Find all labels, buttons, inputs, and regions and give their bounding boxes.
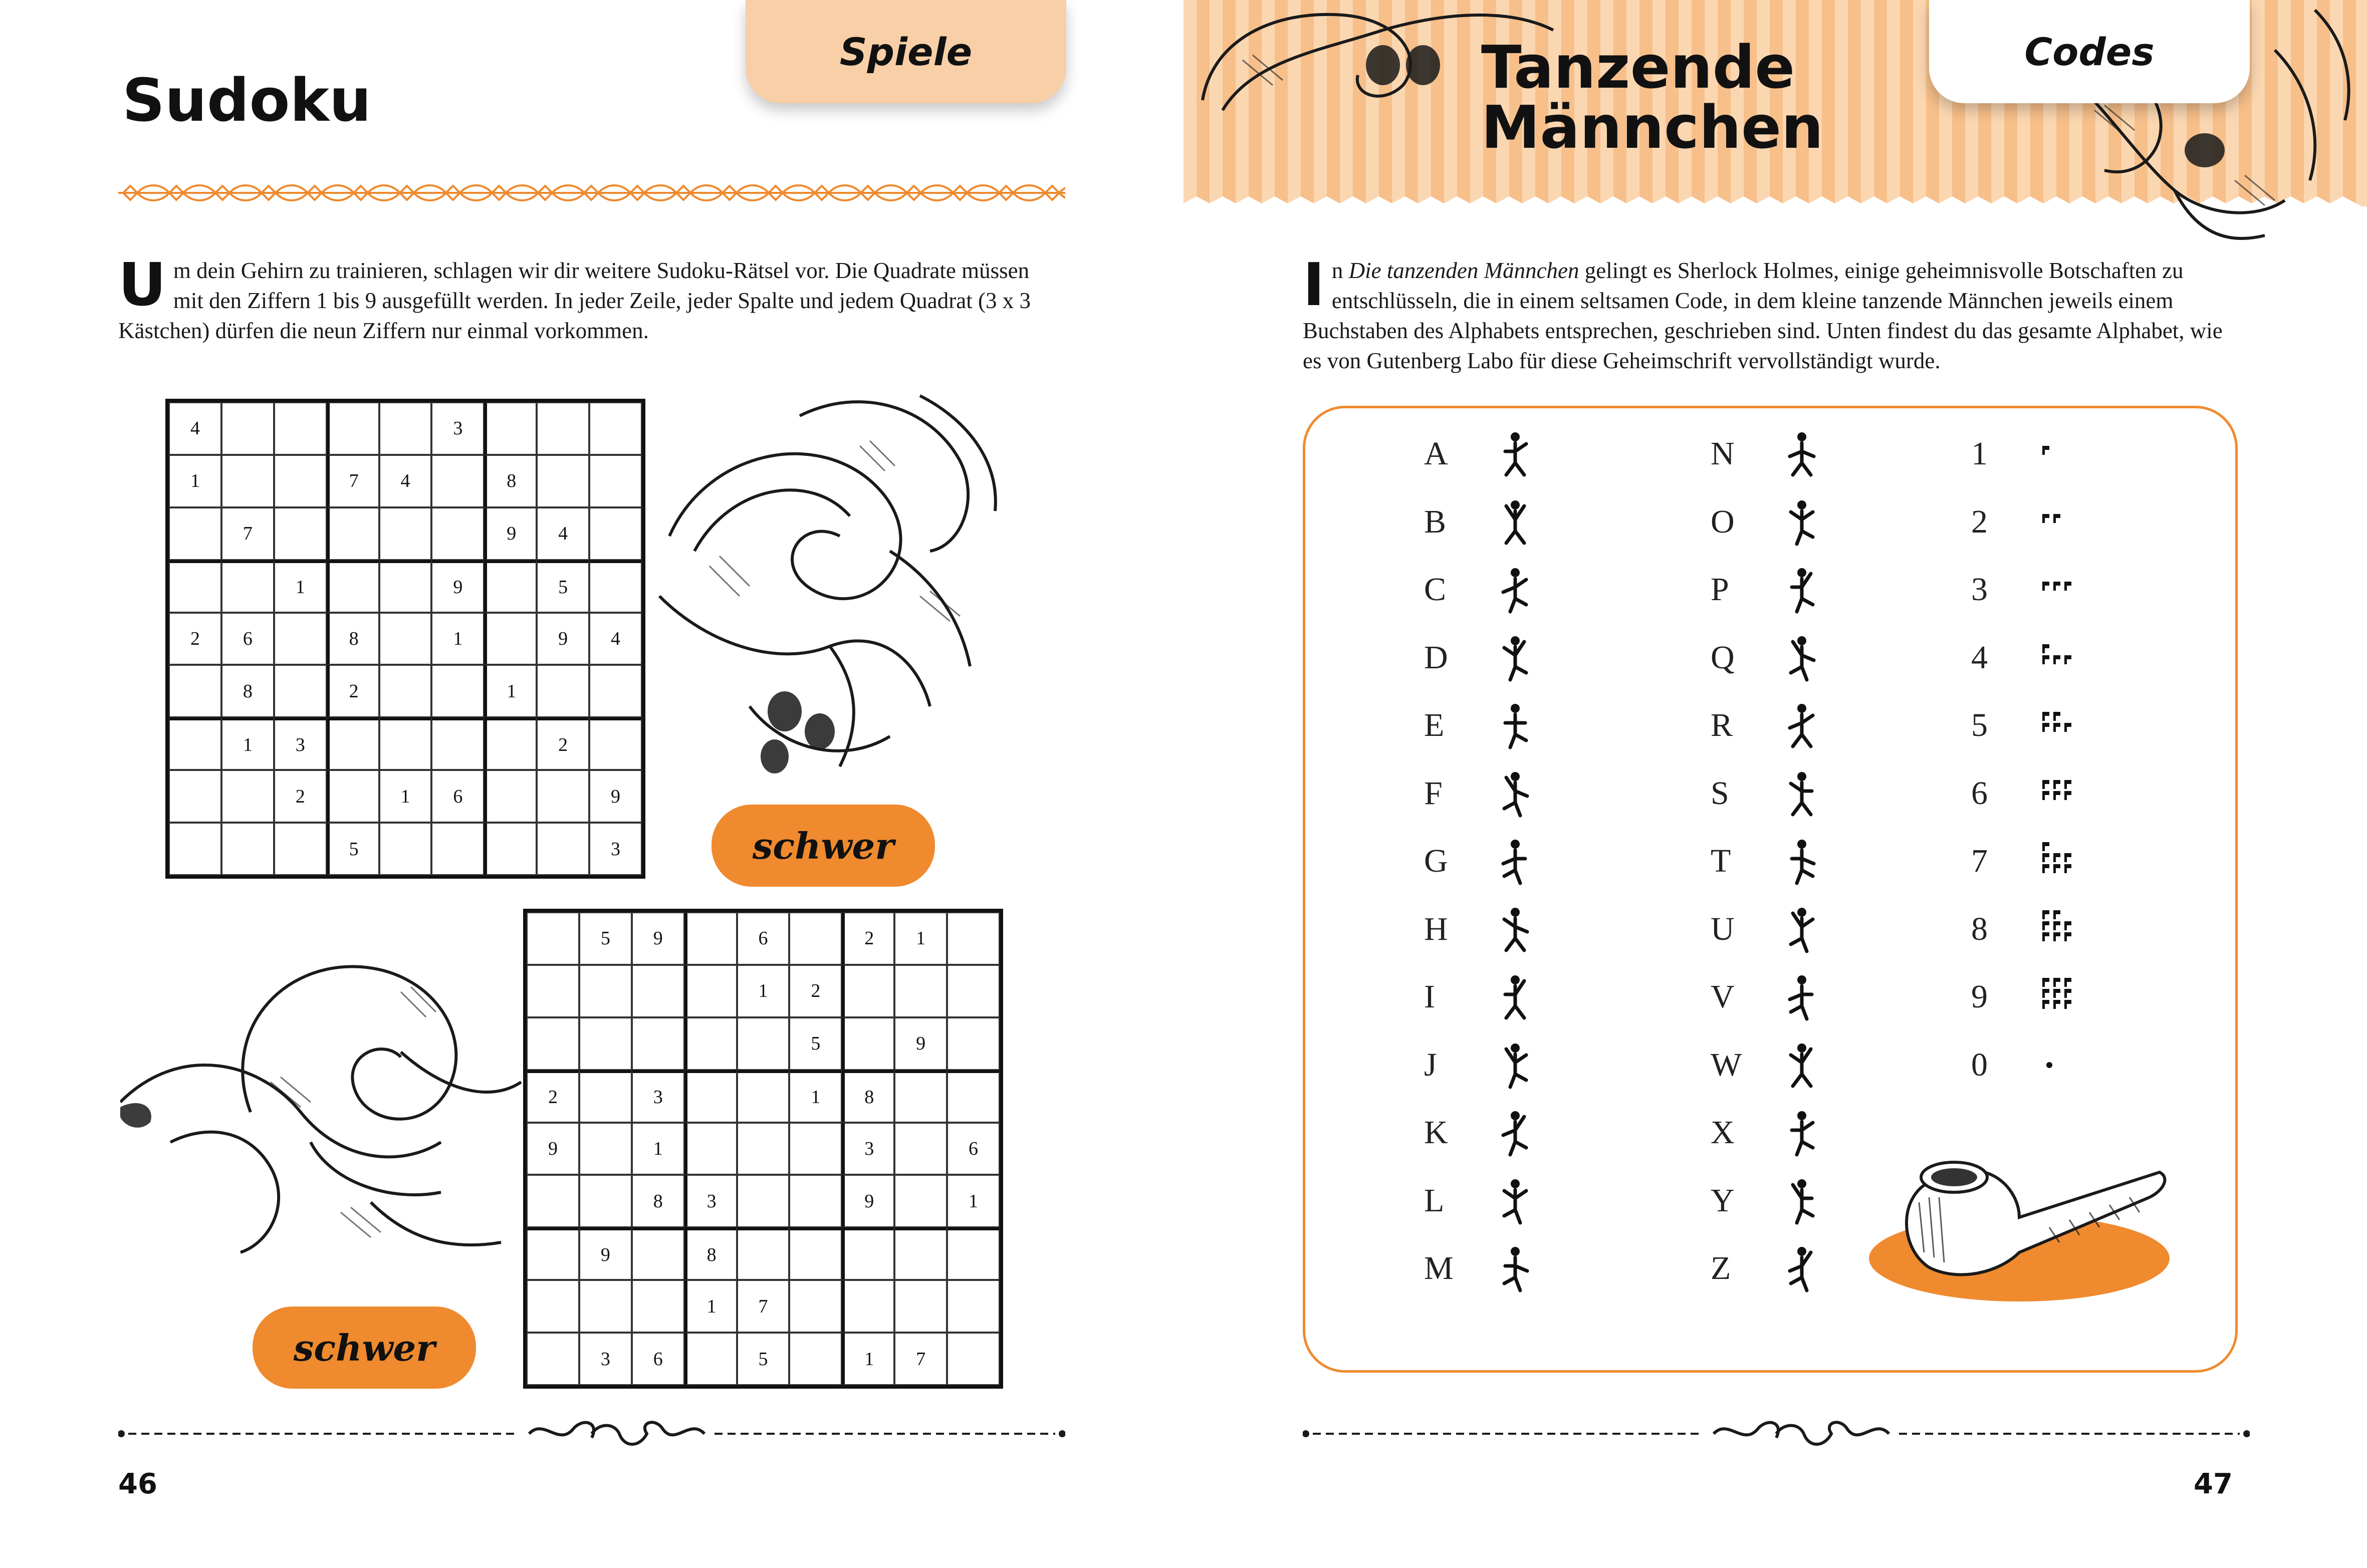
sudoku-cell: 2 (527, 1070, 579, 1123)
sudoku-cell (589, 455, 642, 507)
sudoku-cell (431, 665, 484, 717)
sudoku-cell: 3 (842, 1123, 894, 1175)
sudoku-cell (894, 1070, 947, 1123)
sudoku-cell (169, 665, 221, 717)
orange-ornament-divider (118, 180, 1065, 205)
dancing-man-icon (1782, 1040, 1822, 1090)
code-letter: F (1424, 774, 1443, 812)
code-letter: O (1711, 503, 1735, 540)
sudoku-cell: 3 (431, 402, 484, 455)
sudoku-cell: 4 (379, 455, 432, 507)
dancing-man-icon (1495, 768, 1535, 819)
sudoku-cell: 1 (169, 455, 221, 507)
sudoku-cell (379, 717, 432, 770)
dancing-man-icon (1495, 633, 1535, 683)
sudoku-intro (118, 250, 1050, 346)
sudoku-grid-1 (165, 399, 645, 879)
difficulty-badge-1 (712, 805, 935, 887)
sudoku-cell: 9 (589, 770, 642, 823)
code-letter: T (1711, 843, 1731, 879)
sudoku-cell: 5 (537, 560, 589, 613)
dancing-men-intro (1303, 250, 2240, 376)
sudoku-cell (894, 965, 947, 1017)
sudoku-cell: 2 (789, 965, 842, 1017)
sudoku-cell (632, 1227, 684, 1280)
sudoku-cell (789, 1123, 842, 1175)
sudoku-cell (274, 665, 327, 717)
sudoku-cell (789, 1280, 842, 1333)
sudoku-cell: 7 (327, 455, 379, 507)
sudoku-cell (379, 613, 432, 665)
sudoku-cell: 9 (842, 1175, 894, 1227)
sudoku-cell (737, 1123, 790, 1175)
sudoku-cell: 5 (327, 823, 379, 875)
code-letter: G (1424, 843, 1448, 879)
sudoku-cell: 7 (221, 507, 274, 560)
sudoku-cell (589, 402, 642, 455)
sudoku-cell (589, 665, 642, 717)
sudoku-cell (221, 770, 274, 823)
sudoku-cell (169, 560, 221, 613)
sudoku-cell: 9 (431, 560, 484, 613)
sudoku-cell (484, 402, 537, 455)
code-letter: C (1424, 571, 1447, 608)
sudoku-cell: 6 (221, 613, 274, 665)
dancing-men-dropcap: I (1303, 250, 1325, 319)
dancing-man-icon (1495, 1040, 1535, 1090)
code-digit: 5 (1971, 707, 1988, 743)
sudoku-cell (327, 507, 379, 560)
sudoku-cell (527, 912, 579, 965)
sudoku-cell: 9 (537, 613, 589, 665)
sudoku-cell (221, 560, 274, 613)
flag-glyph-icon (2039, 429, 2084, 474)
sudoku-cell: 8 (842, 1070, 894, 1123)
sudoku-cell: 9 (632, 912, 684, 965)
code-letter: Y (1711, 1182, 1735, 1219)
dashed-divider-right (1303, 1413, 2250, 1453)
sudoku-cell: 9 (527, 1123, 579, 1175)
sudoku-cell: 3 (589, 823, 642, 875)
flag-glyph-icon (2039, 972, 2084, 1017)
code-digit: 2 (1971, 503, 1988, 540)
sudoku-cell (484, 613, 537, 665)
sudoku-cell (579, 1017, 632, 1070)
intro-post: gelingt es Sherlock Holmes, einige geheimnisvolle Botschaften zu entschlüsseln, die in einem seltsamen Code, in dem kleine tanzende Männchen jeweils einem Buchstaben des Alphabets entsprechen, geschrieben sind. Unten findest du das gesamte Alphabet, wie es von Gutenberg Labo für diese Geheimschrift vervollständigt wurde. (1303, 258, 2223, 373)
sudoku-grid-2 (523, 909, 1003, 1389)
sudoku-cell: 1 (842, 1333, 894, 1385)
sudoku-cell (842, 1227, 894, 1280)
sudoku-cell (169, 507, 221, 560)
page-number-left: 46 (118, 1468, 157, 1500)
sudoku-cell: 1 (632, 1123, 684, 1175)
sudoku-cell (947, 1280, 1000, 1333)
sudoku-cell: 2 (327, 665, 379, 717)
sudoku-cell: 5 (789, 1017, 842, 1070)
code-digit: 4 (1971, 639, 1988, 676)
codes-tab-label: Codes (2024, 29, 2155, 74)
sudoku-cell (589, 717, 642, 770)
sudoku-cell (527, 1175, 579, 1227)
sudoku-cell: 7 (737, 1280, 790, 1333)
sudoku-cell (527, 1280, 579, 1333)
code-letter: R (1711, 707, 1733, 743)
code-letter: J (1424, 1046, 1437, 1083)
dancing-man-icon (1495, 904, 1535, 954)
dancing-man-icon (1495, 1176, 1535, 1226)
dancing-man-icon (1495, 565, 1535, 615)
dancing-man-icon (1782, 768, 1822, 819)
sudoku-cell (169, 823, 221, 875)
sudoku-cell (947, 1070, 1000, 1123)
sudoku-cell (431, 455, 484, 507)
sudoku-cell (484, 823, 537, 875)
spiele-tab (746, 0, 1066, 103)
sudoku-cell (737, 1070, 790, 1123)
flag-glyph-icon (2039, 768, 2084, 814)
sudoku-cell (274, 402, 327, 455)
code-digit: 7 (1971, 843, 1988, 879)
sudoku-cell: 9 (484, 507, 537, 560)
spiele-tab-label: Spiele (839, 29, 973, 74)
flag-glyph-icon (2039, 633, 2084, 678)
sudoku-cell (579, 1070, 632, 1123)
sudoku-cell: 1 (221, 717, 274, 770)
sudoku-cell (327, 770, 379, 823)
sudoku-cell (842, 1280, 894, 1333)
sudoku-cell: 7 (894, 1333, 947, 1385)
sudoku-cell (537, 665, 589, 717)
sudoku-cell (221, 823, 274, 875)
sudoku-cell (894, 1280, 947, 1333)
sudoku-cell (379, 665, 432, 717)
sudoku-cell: 3 (684, 1175, 737, 1227)
sudoku-title: Sudoku (122, 66, 372, 135)
code-letter: K (1424, 1114, 1448, 1151)
dancing-man-icon (1782, 497, 1822, 547)
code-digit: 3 (1971, 571, 1988, 608)
sudoku-cell (789, 1333, 842, 1385)
code-letter: U (1711, 910, 1735, 947)
floral-scroll-ornament-2 (120, 932, 531, 1292)
dancing-man-icon (1782, 565, 1822, 615)
sudoku-cell (169, 717, 221, 770)
code-letter: W (1711, 1046, 1742, 1083)
dancing-man-icon (1495, 497, 1535, 547)
sudoku-cell: 8 (327, 613, 379, 665)
flag-glyph-icon (2039, 700, 2084, 745)
sudoku-cell (579, 1175, 632, 1227)
code-digit: 8 (1971, 910, 1988, 947)
code-digit: 1 (1971, 435, 1988, 472)
sudoku-cell: 2 (274, 770, 327, 823)
sudoku-cell (684, 1070, 737, 1123)
sudoku-cell (894, 1123, 947, 1175)
sudoku-cell (894, 1227, 947, 1280)
sudoku-cell: 1 (431, 613, 484, 665)
sudoku-cell (379, 823, 432, 875)
sudoku-cell: 2 (842, 912, 894, 965)
sudoku-cell: 6 (431, 770, 484, 823)
code-letter: N (1711, 435, 1735, 472)
sudoku-cell: 8 (684, 1227, 737, 1280)
code-digit: 6 (1971, 774, 1988, 812)
sudoku-cell (379, 402, 432, 455)
sudoku-cell: 3 (274, 717, 327, 770)
code-digit: 9 (1971, 978, 1988, 1015)
flag-glyph-icon (2039, 565, 2084, 610)
code-letter: S (1711, 774, 1729, 812)
sudoku-cell (894, 1175, 947, 1227)
intro-italic-title: Die tanzenden Männchen (1348, 258, 1579, 283)
sudoku-cell (537, 770, 589, 823)
sudoku-cell (537, 402, 589, 455)
dancing-man-icon (1495, 700, 1535, 750)
sudoku-cell (327, 402, 379, 455)
sudoku-cell: 8 (484, 455, 537, 507)
dancing-man-icon (1495, 972, 1535, 1022)
sudoku-cell: 4 (169, 402, 221, 455)
dancing-man-icon (1782, 1108, 1822, 1158)
sudoku-cell (789, 1227, 842, 1280)
sudoku-cell (842, 965, 894, 1017)
dancing-men-title (1481, 33, 1824, 162)
sudoku-cell: 6 (737, 912, 790, 965)
sudoku-cell (274, 613, 327, 665)
sudoku-cell: 1 (484, 665, 537, 717)
code-letter: B (1424, 503, 1447, 540)
pipe-illustration (1869, 1142, 2190, 1308)
sudoku-cell: 8 (221, 665, 274, 717)
code-letter: Q (1711, 639, 1735, 676)
sudoku-cell: 1 (947, 1175, 1000, 1227)
sudoku-cell (684, 1017, 737, 1070)
flag-glyph-icon (2039, 497, 2084, 542)
code-letter: P (1711, 571, 1729, 608)
dancing-man-icon (1782, 836, 1822, 886)
sudoku-cell: 1 (894, 912, 947, 965)
dancing-man-icon (1782, 904, 1822, 954)
sudoku-intro-text: m dein Gehirn zu trainieren, schlagen wir dir weitere Sudoku-Rätsel vor. Die Quadrate müssen mit den Ziffern 1 bis 9 ausgefüllt werden. In jeder Zeile, jeder Spalte und jedem Quadrat (3 x 3 Kästchen) dürfen die neun Ziffern nur einmal vorkommen. (118, 258, 1031, 343)
sudoku-cell: 8 (632, 1175, 684, 1227)
sudoku-cell (527, 965, 579, 1017)
flag-glyph-icon (2039, 1040, 2084, 1085)
sudoku-cell (527, 1017, 579, 1070)
sudoku-cell (684, 965, 737, 1017)
sudoku-cell (589, 560, 642, 613)
sudoku-cell (327, 717, 379, 770)
sudoku-cell (842, 1017, 894, 1070)
difficulty-badge-2 (253, 1306, 476, 1389)
title-line-2: Männchen (1481, 93, 1824, 162)
intro-pre: n (1331, 258, 1349, 283)
sudoku-cell: 4 (537, 507, 589, 560)
sudoku-cell (537, 823, 589, 875)
codes-tab (1929, 0, 2250, 103)
sudoku-cell (431, 823, 484, 875)
sudoku-cell (221, 402, 274, 455)
sudoku-cell (169, 770, 221, 823)
code-digit: 0 (1971, 1046, 1988, 1083)
dancing-man-icon (1782, 429, 1822, 479)
sudoku-cell: 1 (684, 1280, 737, 1333)
dancing-man-icon (1782, 972, 1822, 1022)
code-letter: M (1424, 1250, 1454, 1286)
dancing-man-icon (1495, 1108, 1535, 1158)
difficulty-badge-2-label: schwer (293, 1326, 435, 1369)
code-letter: X (1711, 1114, 1735, 1151)
sudoku-cell: 2 (537, 717, 589, 770)
sudoku-cell (789, 912, 842, 965)
dashed-divider-left (118, 1413, 1065, 1453)
sudoku-cell: 1 (737, 965, 790, 1017)
flag-glyph-icon (2039, 904, 2084, 949)
sudoku-cell (947, 1017, 1000, 1070)
sudoku-cell (327, 560, 379, 613)
sudoku-cell (684, 912, 737, 965)
sudoku-cell: 2 (169, 613, 221, 665)
code-letter: H (1424, 910, 1448, 947)
dancing-man-icon (1495, 1243, 1535, 1293)
sudoku-cell (484, 717, 537, 770)
sudoku-cell (527, 1227, 579, 1280)
code-letter: V (1711, 978, 1735, 1015)
page-number-right: 47 (2194, 1468, 2233, 1500)
sudoku-cell: 4 (589, 613, 642, 665)
code-letter: L (1424, 1182, 1445, 1219)
sudoku-cell (947, 1333, 1000, 1385)
sudoku-cell (579, 965, 632, 1017)
sudoku-cell (589, 507, 642, 560)
sudoku-cell (579, 1280, 632, 1333)
flag-glyph-icon (2039, 836, 2084, 881)
sudoku-cell (947, 965, 1000, 1017)
difficulty-badge-1-label: schwer (752, 824, 894, 867)
dancing-man-icon (1782, 1176, 1822, 1226)
sudoku-cell: 3 (632, 1070, 684, 1123)
title-line-1: Tanzende (1481, 33, 1795, 102)
sudoku-dropcap: U (118, 250, 166, 319)
sudoku-cell (684, 1333, 737, 1385)
sudoku-cell (632, 1280, 684, 1333)
sudoku-cell (789, 1175, 842, 1227)
dancing-man-icon (1782, 1243, 1822, 1293)
sudoku-cell: 1 (379, 770, 432, 823)
sudoku-cell (484, 770, 537, 823)
sudoku-cell: 9 (579, 1227, 632, 1280)
sudoku-cell (431, 507, 484, 560)
dancing-man-icon (1782, 700, 1822, 750)
sudoku-cell (947, 1227, 1000, 1280)
sudoku-cell (379, 507, 432, 560)
sudoku-cell (737, 1227, 790, 1280)
sudoku-cell (274, 823, 327, 875)
sudoku-cell (431, 717, 484, 770)
sudoku-cell (632, 1017, 684, 1070)
sudoku-cell (379, 560, 432, 613)
dancing-man-icon (1495, 429, 1535, 479)
sudoku-cell (527, 1333, 579, 1385)
dancing-man-icon (1782, 633, 1822, 683)
sudoku-cell (737, 1175, 790, 1227)
sudoku-cell: 5 (737, 1333, 790, 1385)
sudoku-cell (274, 507, 327, 560)
sudoku-cell: 3 (579, 1333, 632, 1385)
floral-scroll-ornament-1 (649, 386, 1040, 817)
sudoku-cell (737, 1017, 790, 1070)
sudoku-cell (684, 1123, 737, 1175)
dancing-man-icon (1495, 836, 1535, 886)
sudoku-cell: 1 (274, 560, 327, 613)
sudoku-cell (274, 455, 327, 507)
code-letter: Z (1711, 1250, 1731, 1286)
code-letter: A (1424, 435, 1448, 472)
sudoku-cell: 5 (579, 912, 632, 965)
sudoku-cell (632, 965, 684, 1017)
code-letter: I (1424, 978, 1435, 1015)
sudoku-cell: 1 (789, 1070, 842, 1123)
sudoku-cell: 6 (947, 1123, 1000, 1175)
code-letter: D (1424, 639, 1448, 676)
code-letter: E (1424, 707, 1445, 743)
sudoku-cell (579, 1123, 632, 1175)
sudoku-cell (947, 912, 1000, 965)
sudoku-cell (221, 455, 274, 507)
sudoku-cell: 9 (894, 1017, 947, 1070)
sudoku-cell: 6 (632, 1333, 684, 1385)
sudoku-cell (484, 560, 537, 613)
sudoku-cell (537, 455, 589, 507)
